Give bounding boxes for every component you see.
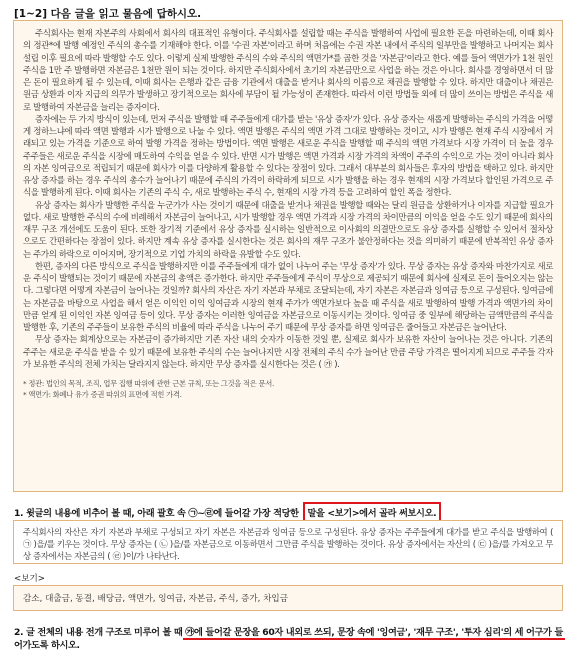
passage-paragraph-5: 무상 증자는 회계상으로는 자본금이 증가하지만 기존 자산 내의 숫자가 이동한 것일 뿐, 실제로 회사가 보유한 자산이 늘어나는 것은 아니다. 기존의 주주는 새로운 주식을 받을 수 있기 때문에 보유한 주식의 수는 늘어나지만 시장 전체의 주식 수가 늘어난 만큼 주당 가격은 떨어지게 되므로 주주들 각자가 보유한 주식의 전체 가치는 달라지지 않는다. 하지만 무상 증자를 실시한다는 것은 ( ㉮ ). xyxy=(23,334,553,369)
question-1 xyxy=(14,502,441,522)
passage-paragraph-1: 주식회사는 현재 자본주의 사회에서 회사의 대표적인 유형이다. 주식회사를 설립할 때는 주식을 발행하여 사업에 필요한 돈을 마련하는데, 이때 회사의 정관*에 발행 예정인 주식의 총수를 기재해야 한다. 이를 '수권 자본'이라고 하며 처음에는 수권 자본 내에서 주식의 일부만을 발행하고 나머지는 회사 설립 이후 필요에 따라 발행할 수도 있다. 이렇게 실제 발행한 주식의 수와 주식의 액면가*를 곱한 것을 '자본금'이라고 한다. 예를 들어 액면가가 1천 원인 주식을 1만 주 발행하면 자본금은 1천만 원이 되는 것이다. 하지만 주식회사에서 초기의 자본금만으로 사업을 하는 것은 아니다. 회사를 경영하면서 더 많은 돈이 필요하게 될 수 있는데, 이때 회사는 은행과 같은 금융 기관에서 대출을 받거나 회사의 이름으로 채권을 발행할 수 있다. 하지만 대출이나 채권은 원금 상환과 이자 지급의 의무가 발생하고 장기적으로는 회사에 부담이 될 가능성이 존재한다. 따라서 이런 방법들 외에 더 많이 쓰이는 방법은 주식을 새로 발행하여 자본금을 늘리는 증자이다. xyxy=(23,28,553,112)
bogi-options: 감소, 대출금, 동결, 배당금, 액면가, 잉여금, 자본금, 주식, 증가, 차입금 xyxy=(23,594,289,604)
instruction: [1~2] 다음 글을 읽고 물음에 답하시오. xyxy=(14,8,202,20)
footnotes xyxy=(23,378,553,400)
question-2-underline xyxy=(183,638,565,640)
question-1-prefix: 1. 윗글의 내용에 비추어 볼 때, 아래 괄호 속 ㉠~㉣에 들어갈 가장 적당한 xyxy=(14,508,299,519)
footnote-face-value: * 액면가: 화폐나 유가 증권 따위의 표면에 적힌 가격. xyxy=(23,390,182,399)
summary-text: 주식회사의 자산은 자기 자본과 부채로 구성되고 자기 자본은 자본금과 잉여금 등으로 구성된다. 유상 증자는 주주들에게 대가를 받고 주식을 발행하여 ( ㉠ )을/를 키우는 것이다. 무상 증자는 ( ㉡ )을/를 자본금으로 이동하면서 그만큼 주식을 발행하는 것이다. 유상 증자에서는 자산의 ( ㉢ )을/를 가져오고 무상 증자에서는 자본금의 ( ㉣ )이/가 나타난다. xyxy=(23,527,553,562)
passage-paragraph-3: 유상 증자는 회사가 발행한 주식을 누군가가 사는 것이기 때문에 대출을 받거나 채권을 발행할 때와는 달리 원금을 상환하거나 이자를 지급할 필요가 없다. 새로 발행한 주식의 수에 비례해서 자본금이 늘어나고, 시가 발행할 경우 액면 가격과 시장 가격의 차이만큼의 이익을 얻을 수도 있기 때문에 회사의 재무 구조 개선에도 도움이 된다. 또한 장기적 기준에서 유상 증자를 실시하는 일반적으로 이사회의 의결만으로도 유상 증자를 실행할 수 있어서 절차상으로도 간편하다는 장점이 있다. 하지만 계속 유상 증자를 실시한다는 것은 회사의 재무 구조가 불안정하다는 것을 의미하기 때문에 반복적인 유상 증자는 주가의 하락으로 이어지며, 장기적으로 기업 가치의 하락을 유발할 수도 있다. xyxy=(23,199,553,259)
question-1-highlight: 말을 <보기>에서 골라 써보시오. xyxy=(303,502,442,522)
summary-box xyxy=(13,520,563,564)
passage-paragraph-4: 한편, 증자의 다른 방식으로 주식을 발행하지만 이를 주주들에게 대가 없이 나누어 주는 '무상 증자'가 있다. 무상 증자는 유상 증자와 마찬가지로 새로운 주식이 발행되는 것이기 때문에 자본금의 총액은 증가한다. 하지만 주주들에게 주식이 무상으로 제공되기 때문에 회사에 실제로 돈이 들어오지는 않는다. 그렇다면 어떻게 자본금이 늘어나는 것일까? 회사의 자산은 자기 자본과 부채로 조달되는데, 자기 자본은 자본금과 잉여금 등으로 구성된다. 잉여금에는 자본금을 바탕으로 사업을 해서 얻은 이익인 이익 잉여금과 시장의 현재 주가가 액면가보다 높을 때 주식을 새로 발행하여 발행 가격과 액면가의 차이만큼 얻게 된 이익인 자본 잉여금 등이 있다. 무상 증자는 이러한 잉여금을 자본금으로 이동시키는 것이다. 잉여금 중 일부에 해당하는 금액만큼의 주식을 발행한 후, 기존의 주주들이 보유한 주식의 비율에 따라 주식을 나누어 주기 때문에 무상 증자를 하면 잉여금은 줄어들고 자본금은 늘어난다. xyxy=(23,260,553,332)
passage-paragraph-2: 증자에는 두 가지 방식이 있는데, 먼저 주식을 발행할 때 주주들에게 대가를 받는 '유상 증자'가 있다. 유상 증자는 새롭게 발행하는 주식의 가격을 어떻게 정하느냐에 따라 액면 발행과 시가 발행으로 나눌 수 있다. 액면 발행은 주식의 액면 가격 그대로 발행하는 것이고, 시가 발행은 현재 주식 시장에서 거래되고 있는 가격을 기준으로 하여 발행 가격을 정하는 방법이다. 액면 발행은 새로운 주식을 발행할 때 주식의 액면 가격보다 시장 가격이 더 높을 경우 주주들은 새로운 주식을 시장에 매도하여 수익을 얻을 수 있다. 반면 시가 발행은 액면 가격과 시장 가격의 차액이 주주의 수익으로 가는 것이 아니라 회사의 자본 잉여금으로 적립되기 때문에 회사가 이를 다양하게 활용할 수 있다는 장점이 있다. 그래서 대부분의 회사들은 후자의 방법을 택하고 있다. 하지만 유상 증자를 하는 경우 주식의 총수가 늘어나기 때문에 주식의 가격이 하락하게 되므로 시가 발행을 하는 경우 현재의 시장 가격보다 할인된 가격으로 주식을 발행하게 된다. 이때 회사는 기존의 주식 수, 새로 발행하는 주식 수, 현재의 시장 가격 등을 고려하여 할인 폭을 정한다. xyxy=(23,113,553,198)
footnote-charter: * 정관: 법인의 목적, 조직, 업무 집행 따위에 관한 근본 규칙, 또는 그것을 적은 문서. xyxy=(23,379,275,388)
question-2: 2. 글 전체의 내용 전개 구조로 미루어 볼 때 ㉮에 들어갈 문장을 60자 내외로 쓰되, 문장 속에 '잉여금', '재무 구조', '투자 심리'의 세 어구가 들어가도록 하시오. xyxy=(14,627,563,651)
bogi-box xyxy=(13,585,563,611)
bogi-label: <보기> xyxy=(14,574,46,584)
reading-passage xyxy=(13,20,563,492)
